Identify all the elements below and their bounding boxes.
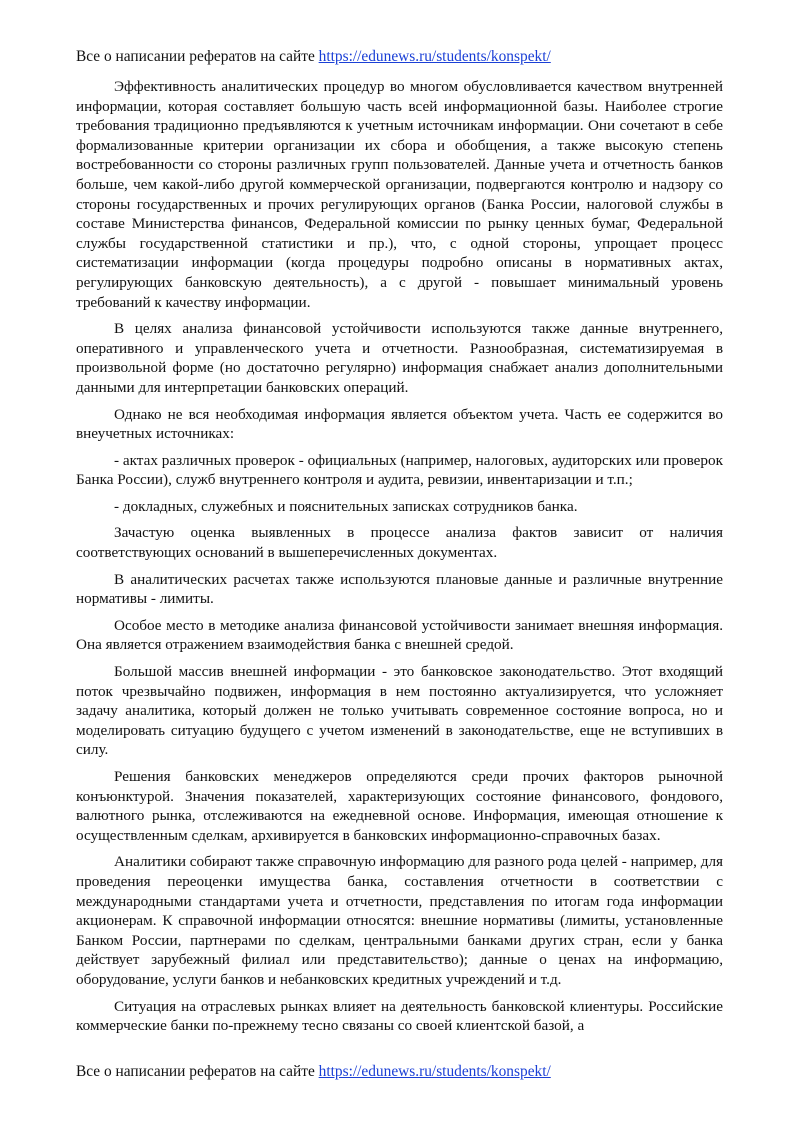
- paragraph: Большой массив внешней информации - это банковское законодательство. Этот входящий поток чрезвычайно подвижен, информация в нем постоянно актуализируется, что усложняет задачу аналитика, который должен не только учитывать современное состояние вопроса, но и моделировать ситуацию будущего с учетом изменений в законодательстве, еще не вступивших в силу.: [76, 663, 723, 759]
- footer-text: Все о написании рефератов на сайте: [76, 1063, 319, 1080]
- paragraph: В целях анализа финансовой устойчивости используются также данные внутреннего, оперативного и управленческого учета и отчетности. Разнообразная, систематизируемая в произвольной форме (но достаточно регулярно) информация снабжает анализ дополнительными данными для интерпретации банковских операций.: [76, 320, 723, 396]
- document-body: [76, 77, 723, 1043]
- paragraph: Эффективность аналитических процедур во многом обусловливается качеством внутренней информации, которая составляет большую часть всей информационной базы. Наиболее строгие требования традиционно предъявляются к учетным источникам информации. Они сочетают в себе формализованные критерии организации их сбора и обобщения, а также высокую степень востребованности со стороны различных групп пользователей. Данные учета и отчетность банков больше, чем какой-либо другой коммерческой организации, подвергаются контролю и надзору со стороны государственных и прочих регулирующих органов (Банка России, налоговой службы в составе Министерства финансов, Федеральной комиссии по рынку ценных бумаг, Федеральной службы государственной статистики и пр.), что, с одной стороны, упрощает процесс систематизации информации (когда процедуры подробно описаны в нормативных актах, регулирующих банковскую деятельность), а с другой - повышает минимальный уровень требований к качеству информации.: [76, 78, 723, 311]
- paragraph: Решения банковских менеджеров определяются среди прочих факторов рыночной конъюнктурой. Значения показателей, характеризующих состояние финансового, фондового, валютного рынка, отслеживаются на ежедневной основе. Информация, имеющая отношение к осуществленным сделкам, архивируется в банковских информационно-справочных базах.: [76, 768, 723, 844]
- paragraph: Особое место в методике анализа финансовой устойчивости занимает внешняя информация. Она является отражением взаимодействия банка с внешней средой.: [76, 616, 723, 654]
- header-text: Все о написании рефератов на сайте: [76, 48, 319, 65]
- paragraph: Аналитики собирают также справочную информацию для разного рода целей - например, для проведения переоценки имущества банка, составления отчетности в соответствии с международными стандартами учета и отчетности, представления по итогам года информации акционерам. К справочной информации относятся: внешние нормативы (лимиты, установленные Банком России, партнерами по сделкам, центральными банками других стран, если у банка действует зарубежный филиал или представительство); данные о ценах на информацию, оборудование, услуги банков и небанковских кредитных учреждений и т.д.: [76, 853, 724, 988]
- footer-link[interactable]: https://edunews.ru/students/konspekt/: [318, 1063, 551, 1080]
- paragraph: Зачастую оценка выявленных в процессе анализа фактов зависит от наличия соответствующих оснований в вышеперечисленных документах.: [76, 524, 723, 562]
- header-link[interactable]: https://edunews.ru/students/konspekt/: [318, 48, 551, 65]
- paragraph: В аналитических расчетах также используются плановые данные и различные внутренние нормативы - лимиты.: [76, 570, 723, 608]
- list-item: - докладных, служебных и пояснительных записках сотрудников банка.: [114, 497, 578, 515]
- paragraph: Ситуация на отраслевых рынках влияет на деятельность банковской клиентуры. Российские коммерческие банки по-прежнему тесно связаны со своей клиентской базой, а: [76, 997, 723, 1035]
- paragraph: Однако не вся необходимая информация является объектом учета. Часть ее содержится во внеучетных источниках:: [76, 405, 723, 443]
- page-header: [76, 47, 726, 67]
- list-item: - актах различных проверок - официальных (например, налоговых, аудиторских или проверок Банка России), служб внутреннего контроля и аудита, ревизии, инвентаризации и т.п.;: [76, 451, 723, 489]
- page-footer: [76, 1062, 726, 1082]
